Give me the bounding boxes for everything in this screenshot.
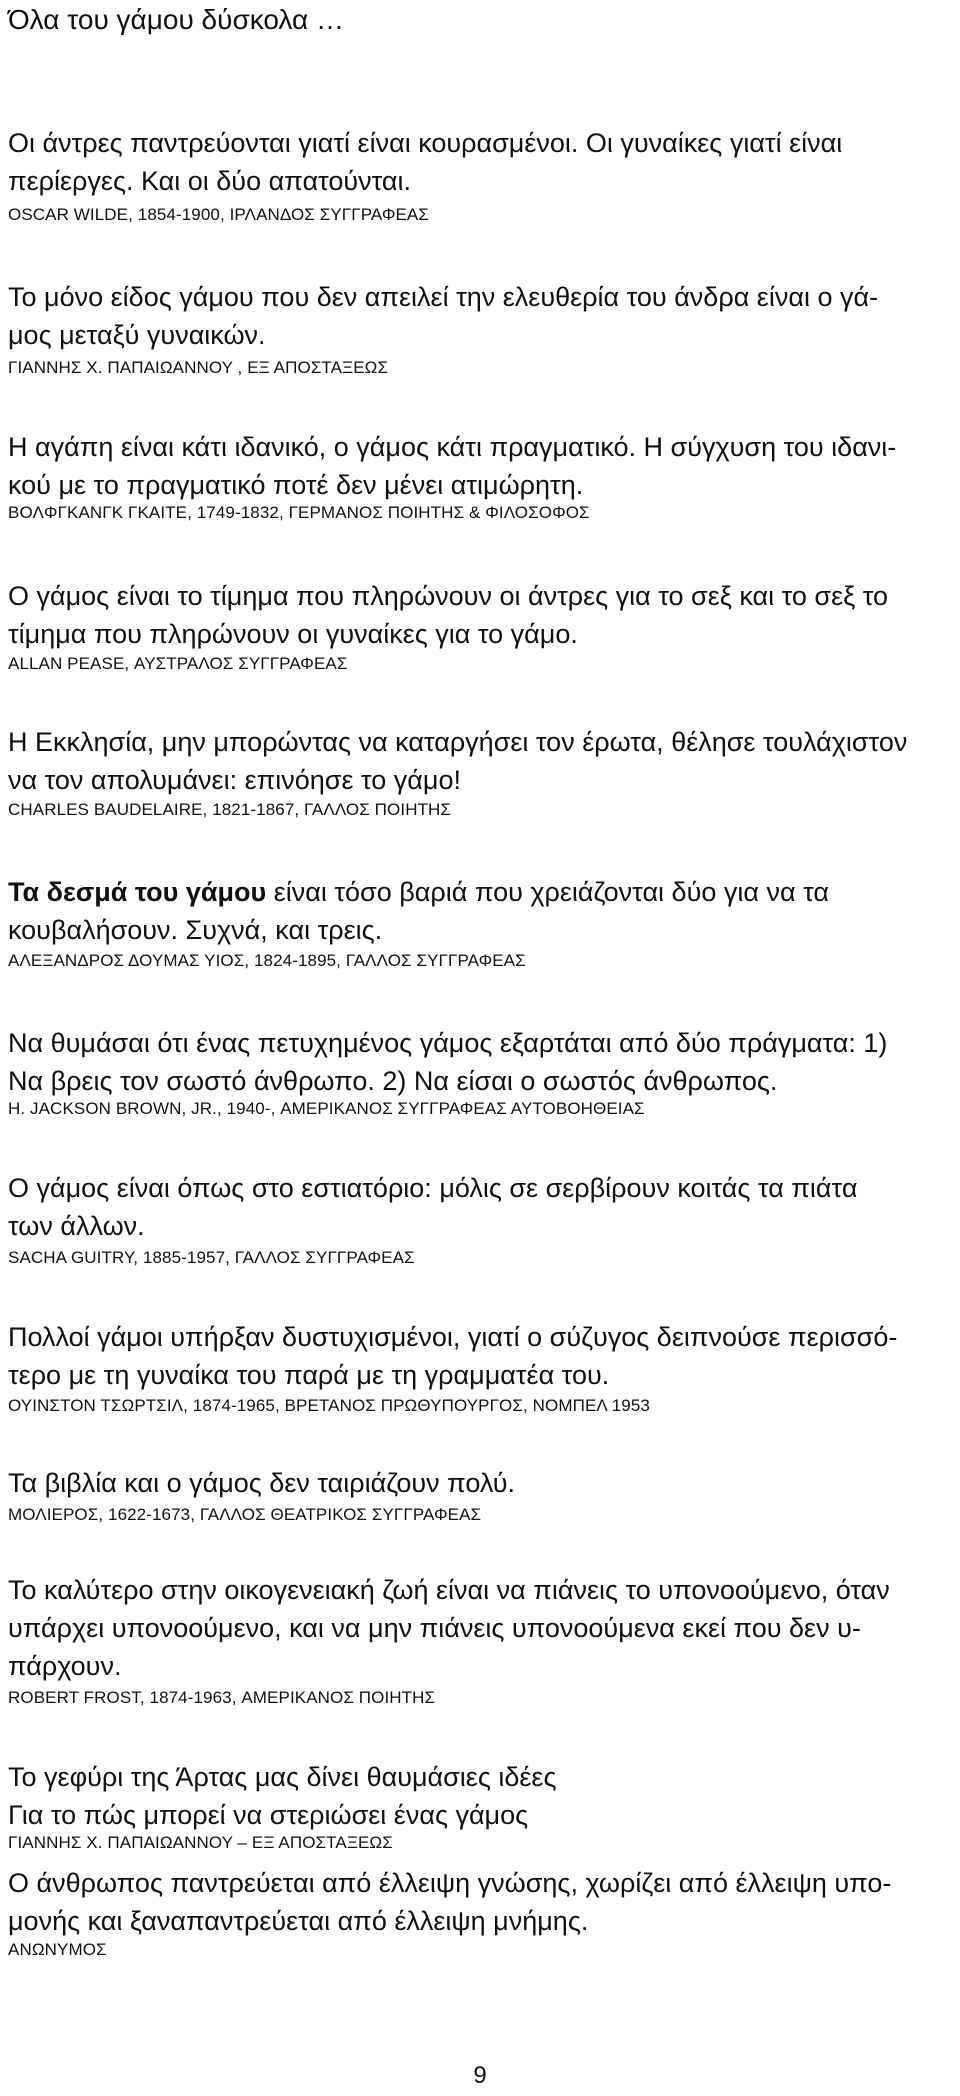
quote-line: Η Εκκλησία, μην μπορώντας να καταργήσει τον έρωτα, θέλησε τουλάχιστον [8,727,908,757]
quote-line [8,873,952,911]
quote-text [8,1318,952,1394]
quote-text [8,1464,952,1502]
quote-author: CHARLES BAUDELAIRE, 1821-1867, ΓΑΛΛΟΣ ΠΟΙΗΤΗΣ [8,800,452,819]
quote-author: ROBERT FROST, 1874-1963, ΑΜΕΡΙΚΑΝΟΣ ΠΟΙΗΤΗΣ [8,1688,436,1707]
quote-text [8,1169,952,1245]
quote-text [8,278,952,354]
quote-text [8,428,952,504]
quote-text [8,124,952,200]
quote-line: Να βρεις τον σωστό άνθρωπο. 2) Να είσαι ο σωστός άνθρωπος. [8,1066,778,1096]
quote-text [8,1758,952,1834]
page-number: 9 [473,2062,487,2089]
quote-author: ALLAN PEASE, ΑΥΣΤΡΑΛΟΣ ΣΥΓΓΡΑΦΕΑΣ [8,654,348,673]
quote-author: SACHA GUITRY, 1885-1957, ΓΑΛΛΟΣ ΣΥΓΓΡΑΦΕΑΣ [8,1248,415,1267]
quote-line: των άλλων. [8,1211,145,1241]
quote-line: Το γεφύρι της Άρτας μας δίνει θαυμάσιες ιδέες [8,1762,557,1792]
quote-line: μονής και ξαναπαντρεύεται από έλλειψη μνήμης. [8,1906,589,1936]
quote-line: τίμημα που πληρώνουν οι γυναίκες για το γάμο. [8,619,578,649]
quote-line: μος μεταξύ γυναικών. [8,320,266,350]
quote-line: περίεργες. Και οι δύο απατούνται. [8,166,412,196]
page-title: Όλα του γάμου δύσκολα … [8,4,344,35]
quote-line: Τα βιβλία και ο γάμος δεν ταιριάζουν πολύ. [8,1468,515,1498]
quote-text [8,1024,952,1100]
quote-line: Το καλύτερο στην οικογενειακή ζωή είναι να πιάνεις το υπονοούμενο, όταν [8,1575,890,1605]
quote-author: ΓΙΑΝΝΗΣ Χ. ΠΑΠΑΙΩΑΝΝΟΥ , ΕΞ ΑΠΟΣΤΑΞΕΩΣ [8,358,389,377]
quote-author: H. JACKSON BROWN, JR., 1940-, ΑΜΕΡΙΚΑΝΟΣ ΣΥΓΓΡΑΦΕΑΣ ΑΥΤΟΒΟΗΘΕΙΑΣ [8,1099,645,1118]
quote-line: Για το πώς μπορεί να στεριώσει ένας γάμος [8,1800,529,1830]
quote-line: πάρχουν. [8,1651,122,1681]
quote-line: κού με το πραγματικό ποτέ δεν μένει ατιμώρητη. [8,470,584,500]
quote-line: Το μόνο είδος γάμου που δεν απειλεί την ελευθερία του άνδρα είναι ο γά- [8,282,879,312]
quote-line-rest: είναι τόσο βαριά που χρειάζονται δύο για να τα [266,877,829,907]
quote-text [8,577,952,653]
quote-author: ΟΥΙΝΣΤΟΝ ΤΣΩΡΤΣΙΛ, 1874-1965, ΒΡΕΤΑΝΟΣ ΠΡΩΘΥΠΟΥΡΓΟΣ, ΝΟΜΠΕΛ 1953 [8,1396,650,1415]
quote-text [8,873,952,949]
quote-line: κουβαλήσουν. Συχνά, και τρεις. [8,915,383,945]
quote-bold-lead: Τα δεσμά του γάμου [8,877,267,907]
quote-line: Να θυμάσαι ότι ένας πετυχημένος γάμος εξαρτάται από δύο πράγματα: 1) [8,1028,888,1058]
quote-author: ΑΝΩΝΥΜΟΣ [8,1940,107,1959]
quote-line: τερο με τη γυναίκα του παρά με τη γραμματέα του. [8,1360,610,1390]
quote-author: ΒΟΛΦΓΚΑΝΓΚ ΓΚΑΙΤΕ, 1749-1832, ΓΕΡΜΑΝΟΣ ΠΟΙΗΤΗΣ & ΦΙΛΟΣΟΦΟΣ [8,503,590,522]
quote-line: Ο γάμος είναι το τίμημα που πληρώνουν οι άντρες για το σεξ και το σεξ το [8,581,889,611]
quote-text [8,1571,952,1685]
quote-line: Ο άνθρωπος παντρεύεται από έλλειψη γνώσης, χωρίζει από έλλειψη υπο- [8,1868,892,1898]
quote-line: Οι άντρες παντρεύονται γιατί είναι κουρασμένοι. Οι γυναίκες γιατί είναι [8,128,843,158]
quote-text [8,1864,952,1940]
quote-line: Ο γάμος είναι όπως στο εστιατόριο: μόλις σε σερβίρουν κοιτάς τα πιάτα [8,1173,858,1203]
quote-line: να τον απολυμάνει: επινόησε το γάμο! [8,765,461,795]
quote-line: Πολλοί γάμοι υπήρξαν δυστυχισμένοι, γιατί ο σύζυγος δειπνούσε περισσό- [8,1322,898,1352]
quote-author: ΜΟΛΙΕΡΟΣ, 1622-1673, ΓΑΛΛΟΣ ΘΕΑΤΡΙΚΟΣ ΣΥΓΓΡΑΦΕΑΣ [8,1505,482,1524]
quote-author: OSCAR WILDE, 1854-1900, ΙΡΛΑΝΔΟΣ ΣΥΓΓΡΑΦΕΑΣ [8,205,429,224]
quote-author: ΓΙΑΝΝΗΣ Χ. ΠΑΠΑΙΩΑΝΝΟΥ – ΕΞ ΑΠΟΣΤΑΞΕΩΣ [8,1833,393,1852]
quote-line: Η αγάπη είναι κάτι ιδανικό, ο γάμος κάτι πραγματικό. Η σύγχυση του ιδανι- [8,432,897,462]
quote-line: υπάρχει υπονοούμενο, και να μην πιάνεις υπονοούμενα εκεί που δεν υ- [8,1613,861,1643]
quote-author: ΑΛΕΞΑΝΔΡΟΣ ΔΟΥΜΑΣ ΥΙΟΣ, 1824-1895, ΓΑΛΛΟΣ ΣΥΓΓΡΑΦΕΑΣ [8,951,526,970]
quote-text [8,723,952,799]
